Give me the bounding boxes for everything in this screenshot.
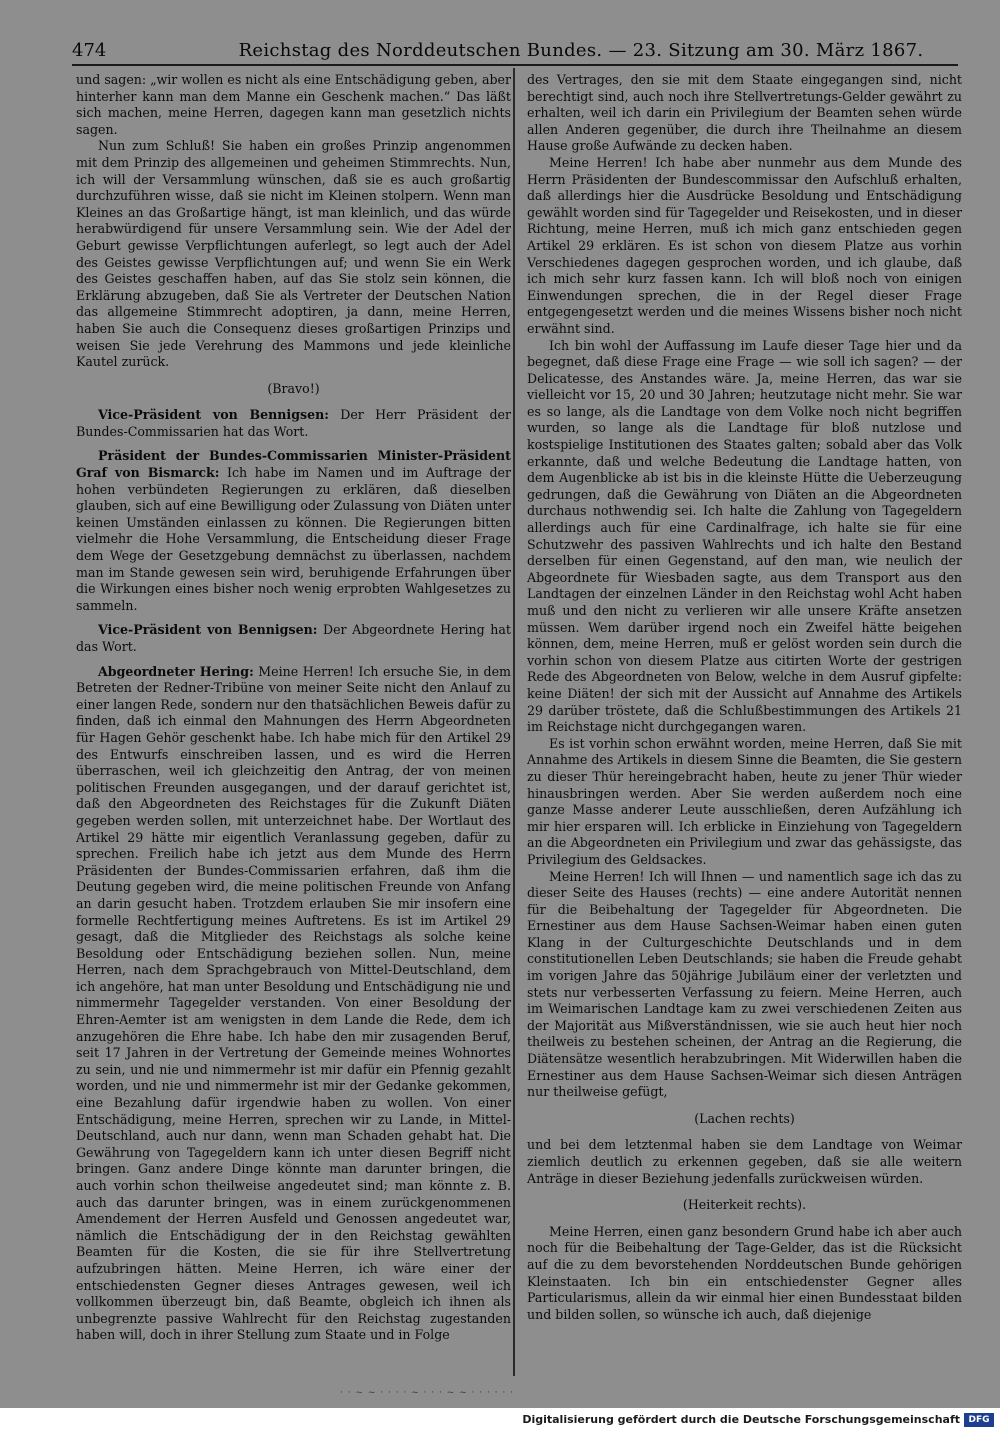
page-number: 474 — [72, 40, 107, 61]
speaker-name: Vice-Präsident von Bennigsen: — [98, 407, 329, 423]
scan-artifact: · · ~ ~ · · · · ~ · · · ~ ~ · · · · · · — [340, 1388, 514, 1396]
speech-paragraph — [76, 622, 511, 655]
right-column — [527, 72, 962, 1372]
stage-direction: (Heiterkeit rechts). — [682, 1197, 807, 1213]
body-paragraph: und sagen: „wir wollen es nicht als eine Entschädigung geben, aber hinterher kann man dem Manne ein Geschenk machen.“ Das läßt sich machen, meine Herren, dagegen kann man gesetzlich nichts sagen. — [76, 72, 511, 137]
body-paragraph: Meine Herren! Ich will Ihnen — und namentlich sage ich das zu dieser Seite des Hauses (rechts) — eine andere Autorität nennen für die Beibehaltung der Tagegelder für Abgeordneten. Die Ernestiner aus dem Hause Sachsen-Weimar haben einen guten Klang in der Culturgeschichte Deutschlands und in dem constitutionellen Leben Deutschlands; sie haben die Freude gehabt im vorigen Jahre das 50jährige Jubiläum einer der verletzten und stets nur verbesserten Verfassung zu feiern. Meine Herren, auch im Weimarischen Landtage kam zu zwei verschiedenen Zeiten aus der Majorität aus Mißverständnissen, wie sie auch heut hier noch theilweis zu bestehen scheinen, der Antrag an die Regierung, die Diätensätze wesentlich herabzubringen. Mit Widerwillen haben die Ernestiner aus dem Hause Sachsen-Weimar sich diesen Anträgen nur theilweise gefügt, — [527, 868, 962, 1100]
body-paragraph: Ich bin wohl der Auffassung im Laufe dieser Tage hier und da begegnet, daß diese Frage eine Frage — wie soll ich sagen? — der Delicatesse, des Anstandes wäre. Ja, meine Herren, das war sie vielleicht vor 15, 20 und 30 Jahren; heutzutage nicht mehr. Sie war es so lange, als die Landtage von dem Volke noch nicht begriffen wurden, so lange als die Landtage für bloß nutzlose und kostspielige Institutionen des Staates galten; sobald aber das Volk erkannte, daß und welche Bedeutung die Landtage hatten, von dem Augenblicke ab ist bis in die kleinste Hütte die Ueberzeugung gedrungen, daß die Gewährung von Diäten an die Abgeordneten durchaus nothwendig sei. Ich halte die Zahlung von Tagegeldern allerdings auch für eine Cardinalfrage, ich halte sie für eine Schutzwehr des passiven Wahlrechts und ich halte den Bestand derselben für einen Gegenstand, auf den man, wie neulich der Abgeordnete für Wiesbaden sagte, aus dem Transport aus den Landtagen der einzelnen Länder in den Reichstag wohl Acht haben muß und den nicht zu verlieren wir alle unsere Kräfte ansetzen müssen. Wem darüber irgend noch ein Zweifel hätte beigehen können, dem, meine Herren, muß er gelöst worden sein durch die vorhin schon von diesem Platze aus citirten Worte der gestrigen Rede des Abgeordneten von Below, welche in dem Ausruf gipfelte: keine Diäten! der sich mit der Aussicht auf Annahme des Artikels 29 darüber tröstete, daß die Schlußbestimmungen des Artikels 21 im Reichstage nicht durchgegangen waren. — [527, 337, 962, 735]
speaker-name: Vice-Präsident von Bennigsen: — [98, 622, 318, 638]
running-title: Reichstag des Norddeutschen Bundes. — 23. Sitzung am 30. März 1867. — [238, 40, 924, 61]
body-paragraph: Nun zum Schluß! Sie haben ein großes Prinzip angenommen mit dem Prinzip des allgemeinen und geheimen Stimmrechts. Nun, ich will der Versammlung wünschen, daß sie es auch großartig durchzuführen wisse, daß sie nicht im Kleinen stolpern. Wenn man Kleines an das Großartige hängt, ist man kleinlich, und das würde herabwürdigend für unsere Versammlung sein. Wie der Adel der Geburt gewisse Verpflichtungen auferlegt, so legt auch der Adel des Geistes gewisse Verpflichtungen auf; und wenn Sie ein Werk des Geistes geschaffen haben, auf das Sie stolz sein können, die Erklärung abzugeben, daß Sie als Vertreter der Deutschen Nation das allgemeine Stimmrecht adoptiren, ja dann, meine Herren, haben Sie auch die Consequenz dieses großartigen Prinzips und weisen Sie jede Verehrung des Mammons und jede kleinliche Kautel zurück. — [76, 138, 511, 370]
body-paragraph: des Vertrages, den sie mit dem Staate eingegangen sind, nicht berechtigt sind, auch noch ihre Stellvertretungs-Gelder gewährt zu erhalten, weil ich darin ein Privilegium der Beamten sehen würde allen Anderen gegenüber, die durch ihre Theilnahme an diesem Hause große Aufwände zu decken haben. — [527, 72, 962, 154]
left-column — [76, 72, 511, 1372]
body-paragraph: und bei dem letztenmal haben sie dem Landtage von Weimar ziemlich deutlich zu erkennen gegeben, daß sie alle weitern Anträge in dieser Beziehung jedenfalls zurückweisen würden. — [527, 1137, 962, 1186]
column-divider — [513, 68, 515, 1376]
body-paragraph: Meine Herren, einen ganz besondern Grund habe ich aber auch noch für die Beibehaltung der Tage-Gelder, das ist die Rücksicht auf die zu dem bevorstehenden Norddeutschen Bunde gehörigen Kleinstaaten. Ich bin ein entschiedenster Gegner alles Particularismus, allein da wir einmal hier einen Bundesstaat bilden und bilden sollen, so wünsche ich auch, daß diejenige — [527, 1223, 962, 1322]
body-paragraph: Meine Herren! Ich habe aber nunmehr aus dem Munde des Herrn Präsidenten der Bundescommissar den Aufschluß erhalten, daß allerdings hier die Ausdrücke Besoldung und Entschädigung gewählt worden sind für Tagegelder und Reisekosten, und in dieser Richtung, meine Herren, muß ich mich ganz entschieden gegen Artikel 29 erklären. Es ist schon von diesem Platze aus vorhin Verschiedenes dagegen gesprochen worden, und ich glaube, daß ich mich sehr kurz fassen kann. Ich will bloß noch von einigen Einwendungen sprechen, die in der Regel dieser Frage entgegengesetzt werden und die meines Wissens bisher noch nicht erwähnt sind. — [527, 154, 962, 336]
speech-text: Der Abgeordnete Hering hat das Wort. — [76, 622, 511, 654]
speech-text: Meine Herren! Ich ersuche Sie, in dem Betreten der Redner-Tribüne von meiner Seite nicht den Anlauf zu einer langen Rede, sondern nur den thatsächlichen Beweis dafür zu finden, daß ich einmal den Mahnungen des Herrn Abgeordneten für Hagen Gehör geschenkt habe. Ich habe mich für den Artikel 29 des Entwurfs einschreiben lassen, und es wird die Herren überraschen, weil ich gleichzeitig den Antrag, der von meinen politischen Freunden ausgegangen, und der darauf gerichtet ist, daß den Abgeordneten des Reichstages für die Zukunft Diäten gegeben werden sollen, mit unterzeichnet habe. Der Wortlaut des Artikel 29 hätte mir eigentlich Veranlassung gegeben, dafür zu sprechen. Freilich habe ich jetzt aus dem Munde des Herrn Präsidenten der Bundes-Commissarien erfahren, daß ihm die Deutung gegeben wird, die meine politischen Freunde von Anfang an darin gesucht haben. Trotzdem erlauben Sie mir insofern eine formelle Rechtfertigung meines Auftretens. Es ist im Artikel 29 gesagt, daß die Mitglieder des Reichstags als solche keine Besoldung oder Entschädigung beziehen sollen. Nun, meine Herren, nach dem Sprachgebrauch von Mittel-Deutschland, dem ich angehöre, hat man unter Besoldung und Entschädigung nie und nimmermehr Tagegelder verstanden. Von einer Besoldung der Ehren-Aemter ist am wenigsten in dem Lande die Rede, dem ich anzugehören die Ehre habe. Ich habe den mir zusagenden Beruf, seit 17 Jahren in der Vertretung der Gemeinde meines Wohnortes zu sein, und nie und nimmermehr ist mir dafür ein Pfennig gezahlt worden, und nie und nimmermehr ist mir der Gedanke gekommen, eine Bezahlung dafür irgendwie haben zu wollen. Von einer Entschädigung, meine Herren, sprechen wir zu Lande, in Mittel-Deutschland, auch nur dann, wenn man Schaden gehabt hat. Die Gewährung von Tagegeldern kann ich unter diesen Begriff nicht bringen. Ganz andere Dinge könnte man darunter bringen, die auch vorhin schon theilweise angedeutet sind; man könnte z. B. auch das darunter bringen, was in einem zurückgenommenen Amendement der Herren Ausfeld und Genossen angedeutet war, nämlich die Entschädigung der in den Reichstag gewählten Beamten für die Kosten, die sie für ihre Stellvertretung aufzubringen hätten. Meine Herren, ich wäre einer der entschiedensten Gegner dieses Antrages gewesen, weil ich vollkommen überzeugt bin, daß Beamte, obgleich ich ihnen als unbegrenzte passive Wahlrecht für den Reichstag zugestanden haben will, doch in ihrer Stellung zum Staate und in Folge — [76, 663, 511, 1343]
speech-paragraph — [76, 448, 511, 614]
footer-bar — [0, 1408, 1000, 1432]
body-paragraph: Es ist vorhin schon erwähnt worden, meine Herren, daß Sie mit Annahme des Artikels in diesem Sinne die Beamten, die Sie gestern zu dieser Thür hereingebracht haben, heute zu jener Thür wieder hinausbringen werden. Aber Sie werden außerdem noch eine ganze Masse anderer Leute ausschließen, deren Aufzählung ich mir hier ersparen will. Ich erblicke in Einziehung von Tagegeldern an die Abgeordneten ein Privilegium und zwar das gehässigste, das Privilegium des Geldsackes. — [527, 735, 962, 867]
dfg-logo: DFG — [964, 1413, 994, 1427]
running-header — [72, 38, 960, 64]
speech-text: Ich habe im Namen und im Auftrage der hohen verbündeten Regierungen zu erklären, daß dieselben glauben, sich auf eine Bewilligung oder Zulassung von Diäten unter keinen Umständen einlassen zu können. Die Regierungen bitten vielmehr die Hohe Versammlung, die Entscheidung dieser Frage dem Wege der Gesetzgebung demnächst zu überlassen, nachdem man im Stande gewesen sein wird, beruhigende Erfahrungen über die Wirkungen eines bisher noch wenig erprobten Wahlgesetzes zu sammeln. — [76, 465, 511, 613]
speech-paragraph — [76, 664, 511, 1344]
speech-text: Der Herr Präsident der Bundes-Commissarien hat das Wort. — [76, 407, 511, 439]
speaker-name: Abgeordneter Hering: — [98, 663, 254, 679]
digitization-credit: Digitalisierung gefördert durch die Deutsche Forschungsgemeinschaft — [522, 1413, 960, 1426]
stage-direction: (Bravo!) — [267, 380, 320, 396]
speech-paragraph — [76, 407, 511, 440]
header-rule — [72, 64, 958, 66]
stage-direction: (Lachen rechts) — [694, 1110, 795, 1126]
speaker-name: Präsident der Bundes-Commissarien Minister-Präsident Graf von Bismarck: — [76, 448, 511, 481]
